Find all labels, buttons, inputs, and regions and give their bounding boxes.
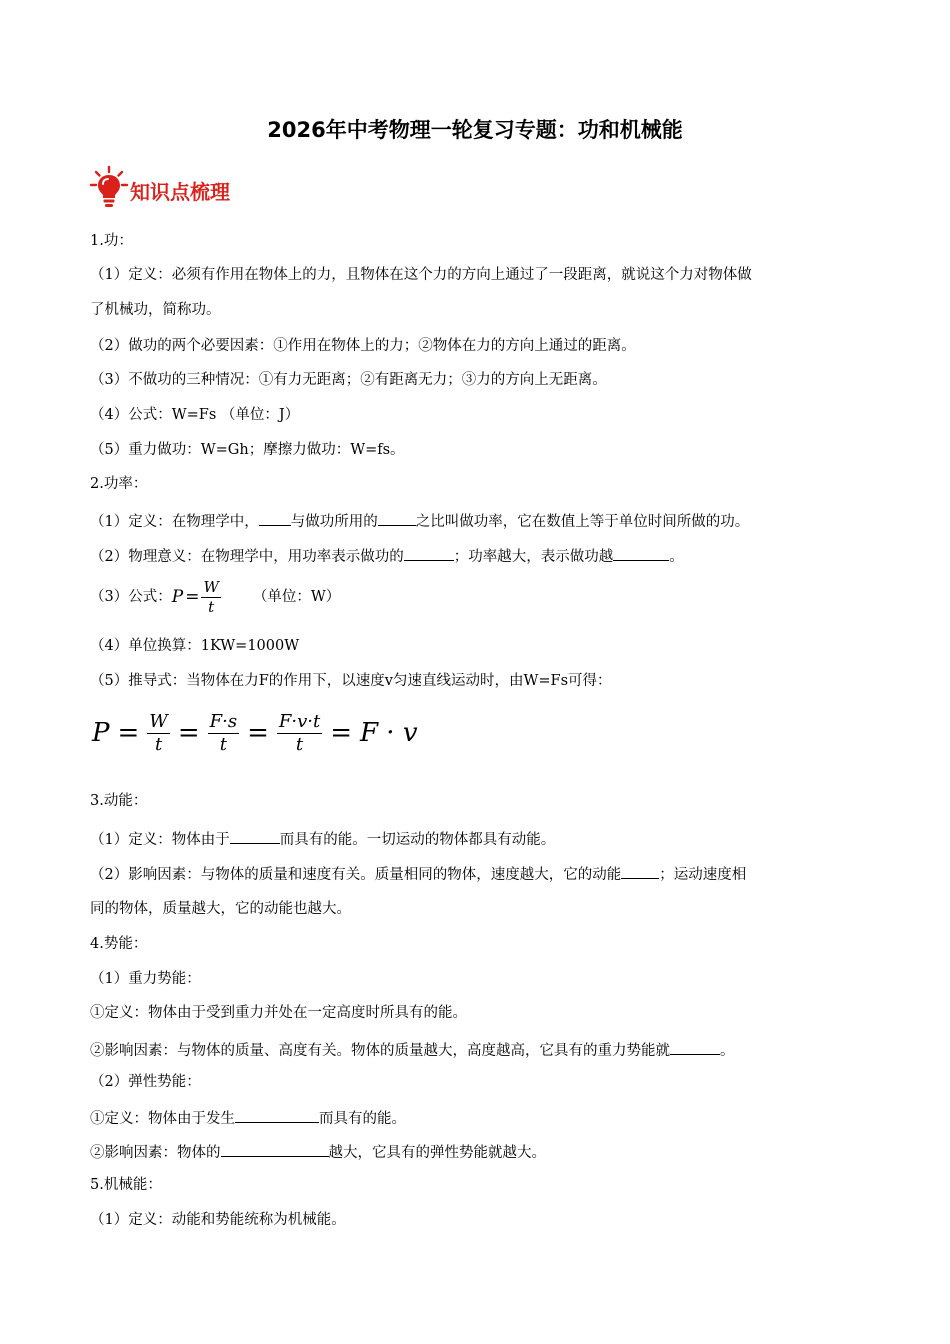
formula-fraction — [277, 711, 322, 756]
power-formula — [90, 574, 340, 620]
formula-lhs: P — [171, 587, 184, 607]
elastic-pe-heading: （2）弹性势能： — [90, 1074, 201, 1090]
work-definition: （1）定义：必须有作用在物体上的力，且物体在这个力的方向上通过了一段距离，就说这个力对物体做 — [90, 267, 752, 283]
text-segment: 之比叫做功率，它在数值上等于单位时间所做的功。 — [415, 514, 750, 530]
formula-term: P — [92, 718, 110, 748]
fill-blank[interactable] — [259, 509, 291, 526]
gravitational-pe-factors — [90, 1038, 735, 1061]
gravitational-pe-heading: （1）重力势能： — [90, 971, 201, 987]
kinetic-factors-cont: 同的物体，质量越大，它的动能也越大。 — [90, 901, 351, 917]
gravitational-pe-definition: ①定义：物体由于受到重力并处在一定高度时所具有的能。 — [90, 1005, 467, 1021]
fill-blank[interactable] — [404, 544, 454, 561]
section-heading-label: 知识点梳理 — [130, 179, 230, 204]
fill-blank[interactable] — [378, 509, 416, 526]
page-title: 2026年中考物理一轮复习专题：功和机械能 — [267, 118, 683, 142]
text-segment: 而具有的能。 — [319, 1111, 406, 1127]
formula-term: F · v — [360, 718, 418, 748]
work-formula: （4）公式：W=Fs （单位：J） — [90, 407, 300, 423]
fill-blank[interactable] — [230, 827, 280, 844]
fill-blank[interactable] — [235, 1106, 319, 1123]
mechanical-energy-definition: （1）定义：动能和势能统称为机械能。 — [90, 1212, 346, 1228]
lightbulb-icon — [88, 164, 130, 210]
formula-equals: = — [177, 718, 200, 748]
text-segment: ①定义：物体由于发生 — [90, 1111, 235, 1127]
fill-blank[interactable] — [670, 1038, 720, 1055]
text-segment: ；运动速度相 — [659, 867, 747, 883]
fill-blank[interactable] — [613, 544, 669, 561]
fill-blank[interactable] — [221, 1140, 329, 1157]
heading-mechanical-energy: 5.机械能： — [90, 1177, 162, 1193]
unit-conversion: （4）单位换算：1KW=1000W — [90, 638, 300, 654]
text-segment: 而具有的能。一切运动的物体都具有动能。 — [279, 832, 556, 848]
elastic-pe-definition — [90, 1106, 406, 1129]
text-segment: 。 — [720, 1043, 735, 1059]
text-segment: 。 — [669, 549, 684, 565]
kinetic-definition — [90, 827, 555, 850]
heading-kinetic-energy: 3.动能： — [90, 793, 148, 809]
text-segment: 越大，它具有的弹性势能就越大。 — [328, 1145, 546, 1161]
text-segment: （1）定义：在物理学中， — [90, 514, 259, 530]
text-segment: ②影响因素：物体的 — [90, 1145, 221, 1161]
work-definition-cont: 了机械功，简称功。 — [90, 302, 221, 318]
heading-work: 1.功： — [90, 233, 133, 249]
text-segment: （2）物理意义：在物理学中，用功率表示做功的 — [90, 549, 404, 565]
formula-denominator: t — [154, 733, 163, 755]
elastic-pe-factors — [90, 1140, 546, 1163]
heading-potential-energy: 4.势能： — [90, 936, 148, 952]
formula-fraction — [201, 578, 220, 617]
text-segment: ；功率越大，表示做功越 — [453, 549, 614, 565]
no-work-cases: （3）不做功的三种情况：①有力无距离；②有距离无力；③力的方向上无距离。 — [90, 372, 607, 388]
formula-numerator: W — [203, 577, 219, 596]
formula-numerator: F·s — [209, 710, 238, 732]
text-segment: 与做功所用的 — [290, 514, 378, 530]
formula-numerator: W — [149, 710, 168, 732]
derivation-intro: （5）推导式：当物体在力F的作用下，以速度v匀速直线运动时，由W=Fs可得： — [90, 673, 612, 689]
gravity-friction-work: （5）重力做功：W=Gh；摩擦力做功：W=fs。 — [90, 442, 405, 458]
text-segment: （2）影响因素：与物体的质量和速度有关。质量相同的物体，速度越大，它的动能 — [90, 867, 622, 883]
heading-power: 2.功率： — [90, 476, 148, 492]
power-definition — [90, 509, 749, 532]
fill-blank[interactable] — [621, 862, 659, 879]
text-segment: ②影响因素：与物体的质量、高度有关。物体的质量越大，高度越高，它具有的重力势能就 — [90, 1043, 670, 1059]
section-heading — [88, 164, 230, 210]
work-factors: （2）做功的两个必要因素：①作用在物体上的力；②物体在力的方向上通过的距离。 — [90, 338, 636, 354]
formula-fraction — [147, 711, 170, 756]
derived-formula — [92, 704, 418, 762]
formula-numerator: F·v·t — [278, 710, 321, 732]
formula-denominator: t — [219, 733, 227, 755]
text-segment: （1）定义：物体由于 — [90, 832, 230, 848]
formula-equals: = — [247, 718, 269, 748]
text-segment: （3）公式： — [90, 589, 172, 605]
formula-equals: = — [330, 718, 352, 748]
kinetic-factors — [90, 862, 746, 885]
formula-denominator: t — [208, 597, 215, 616]
formula-equals: = — [185, 587, 200, 607]
formula-equals: = — [117, 718, 140, 748]
power-meaning — [90, 544, 684, 567]
formula-denominator: t — [295, 733, 304, 755]
text-segment: （单位：W） — [252, 589, 341, 605]
formula-fraction — [208, 711, 239, 756]
